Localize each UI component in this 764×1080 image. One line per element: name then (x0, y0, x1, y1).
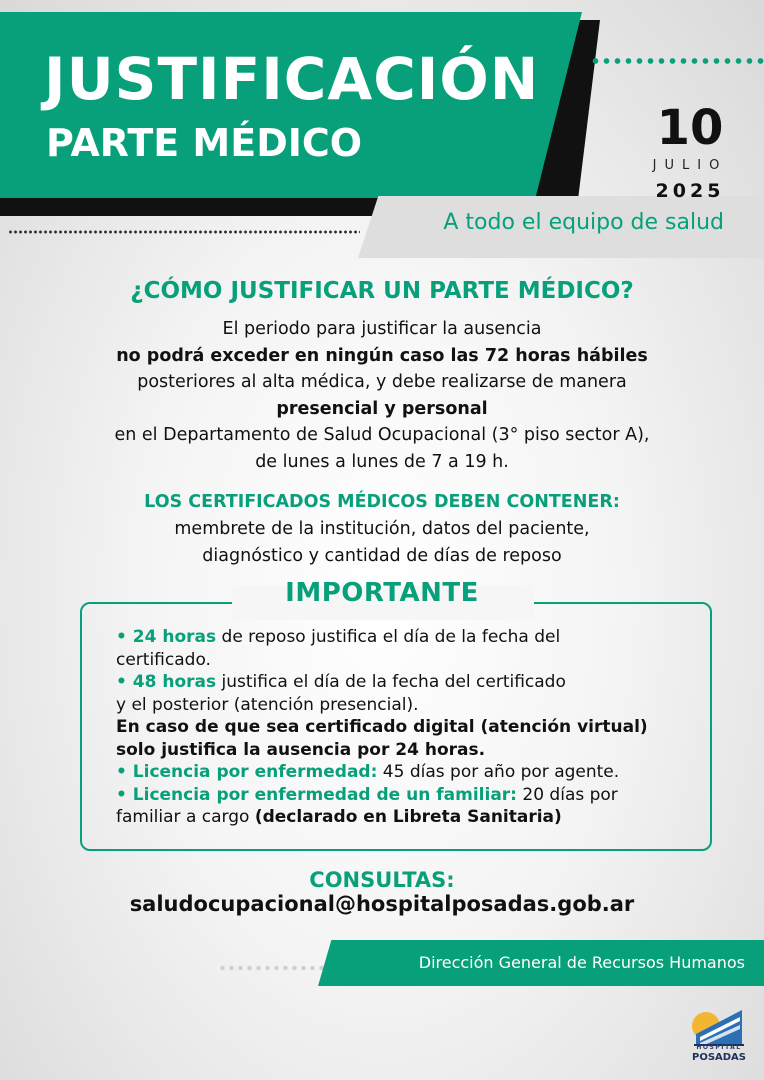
list-item (116, 761, 696, 784)
date-month: JULIO (652, 158, 728, 173)
dotted-line-middle (8, 230, 360, 234)
how-line-6: de lunes a lunes de 7 a 19 h. (255, 451, 509, 472)
list-item-cont: y el posterior (atención presencial). (116, 694, 419, 715)
item-text: 45 días por año por agente. (377, 762, 620, 782)
important-heading: IMPORTANTE (285, 578, 479, 608)
how-to-body (0, 316, 764, 475)
how-line-2: no podrá exceder en ningún caso las 72 horas hábiles (116, 345, 648, 366)
page-title: JUSTIFICACIÓN (44, 45, 540, 113)
certs-line-1: membrete de la institución, datos del paciente, (174, 519, 590, 539)
item-bold-text: (declarado en Libreta Sanitaria) (254, 807, 562, 827)
item-text: familiar a cargo (116, 807, 255, 827)
item-text: justifica el día de la fecha del certificado (216, 672, 566, 692)
item-key: • 24 horas (116, 627, 217, 647)
item-key: • Licencia por enfermedad de un familiar: (116, 784, 517, 805)
important-content (116, 626, 696, 829)
page-subtitle: PARTE MÉDICO (46, 121, 363, 165)
how-line-4: presencial y personal (276, 398, 488, 419)
list-item (116, 784, 696, 807)
dotted-line-top (590, 58, 764, 64)
logo-text-posadas: POSADAS (691, 1052, 746, 1063)
digital-note-line-1: En caso de que sea certificado digital (atención virtual) (116, 717, 648, 737)
logo-text-hospital: HOSPITAL (696, 1044, 742, 1051)
contact-heading: CONSULTAS: (309, 868, 455, 892)
how-line-5: en el Departamento de Salud Ocupacional (3° piso sector A), (114, 425, 650, 445)
dotted-line-bottom (218, 965, 326, 971)
certs-line-2: diagnóstico y cantidad de días de reposo (202, 545, 562, 566)
audience-text: A todo el equipo de salud (443, 210, 724, 235)
date-year: 2025 (655, 180, 725, 202)
certificates-heading: LOS CERTIFICADOS MÉDICOS DEBEN CONTENER: (144, 492, 620, 512)
item-text: de reposo justifica el día de la fecha del (216, 627, 561, 647)
certificates-body (0, 516, 764, 569)
footer-department: Dirección General de Recursos Humanos (418, 953, 745, 972)
how-to-heading: ¿CÓMO JUSTIFICAR UN PARTE MÉDICO? (130, 278, 634, 304)
item-key: • 48 horas (116, 672, 217, 692)
list-item-cont (116, 806, 696, 829)
contact-email: saludocupacional@hospitalposadas.gob.ar (129, 892, 635, 916)
digital-note-line-2: solo justifica la ausencia por 24 horas. (116, 739, 486, 760)
list-item (116, 626, 696, 649)
date-day: 10 (656, 100, 724, 156)
how-line-3: posteriores al alta médica, y debe realizarse de manera (137, 372, 627, 392)
how-line-1: El periodo para justificar la ausencia (222, 319, 542, 339)
list-item (116, 671, 696, 694)
list-item-cont: certificado. (116, 649, 211, 670)
item-key: • Licencia por enfermedad: (116, 762, 378, 782)
item-text: 20 días por (516, 784, 618, 805)
